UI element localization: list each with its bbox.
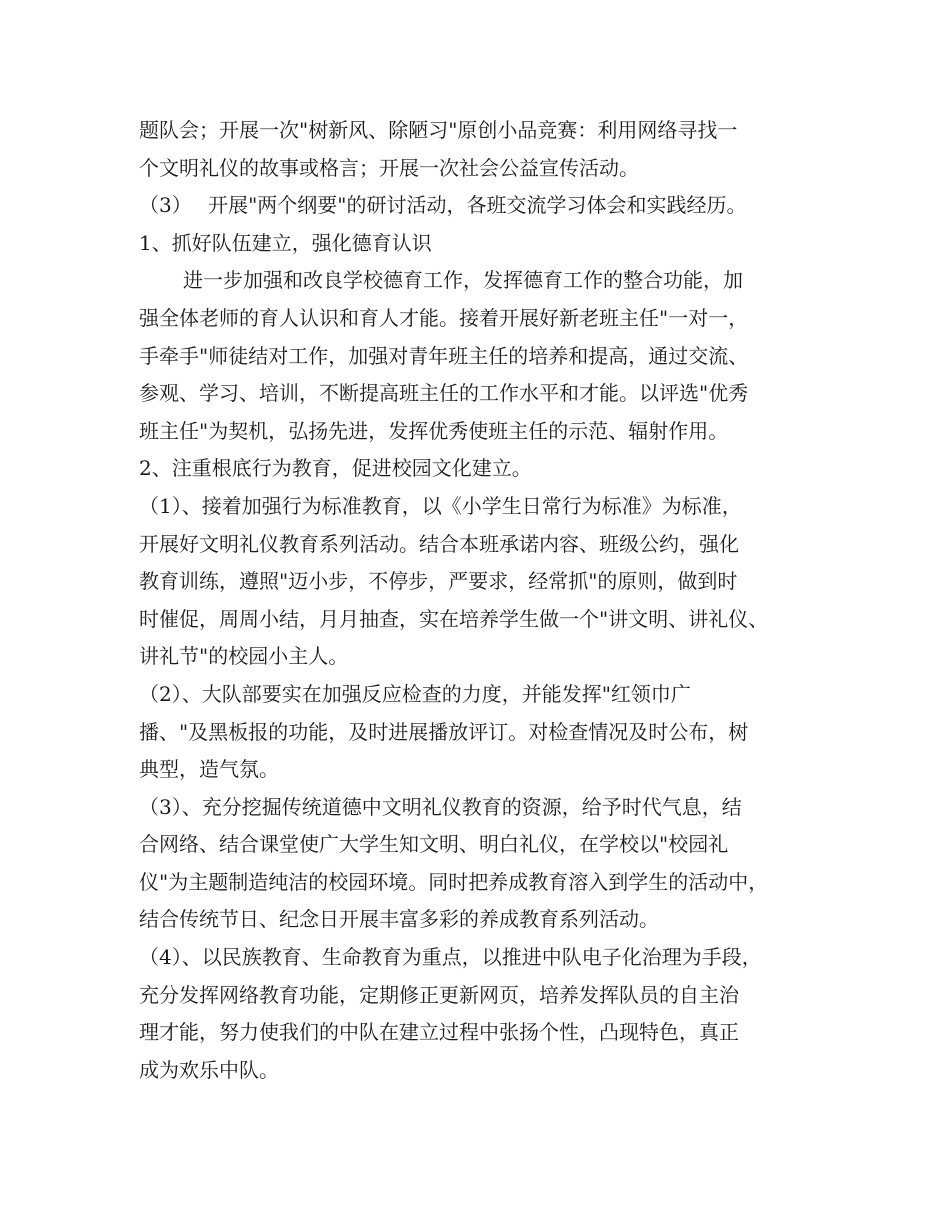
text-line: 理才能，努力使我们的中队在建立过程中张扬个性，凸现特色，真正 — [139, 1020, 739, 1045]
text-line: （2）、大队部要实在加强反应检查的力度，并能发挥"红领巾广 — [139, 681, 691, 706]
text-line: （3） 开展"两个纲要"的研讨活动，各班交流学习体会和实践经历。 — [139, 193, 747, 218]
section-heading: 1、抓好队伍建立，强化德育认识 — [139, 230, 432, 255]
text-line: 充分发挥网络教育功能，定期修正更新网页，培养发挥队员的自主治 — [139, 982, 739, 1007]
text-line: 手牵手"师徒结对工作，加强对青年班主任的培养和提高，通过交流、 — [139, 343, 749, 368]
text-line: 成为欢乐中队。 — [139, 1057, 279, 1082]
text-line: 时催促，周周小结，月月抽查，实在培养学生做一个"讲文明、讲礼仪、 — [139, 606, 769, 631]
text-line: （1）、接着加强行为标准教育，以《小学生日常行为标准》为标准， — [139, 493, 742, 518]
text-line: 强全体老师的育人认识和育人才能。接着开展好新老班主任"一对一， — [139, 305, 749, 330]
text-line: 仪"为主题制造纯洁的校园环境。同时把养成教育溶入到学生的活动中， — [139, 869, 769, 894]
text-line: 进一步加强和改良学校德育工作，发挥德育工作的整合功能，加 — [183, 268, 743, 293]
text-line: 个文明礼仪的故事或格言；开展一次社会公益宣传活动。 — [139, 155, 639, 180]
text-line: （4）、以民族教育、生命教育为重点，以推进中队电子化治理为手段， — [139, 945, 762, 970]
text-line: （3）、充分挖掘传统道德中文明礼仪教育的资源，给予时代气息，结 — [139, 794, 742, 819]
text-line: 典型，造气氛。 — [139, 757, 279, 782]
text-line: 班主任"为契机，弘扬先进，发挥优秀使班主任的示范、辐射作用。 — [139, 418, 729, 443]
text-line: 开展好文明礼仪教育系列活动。结合本班承诺内容、班级公约，强化 — [139, 531, 739, 556]
text-line: 教育训练，遵照"迈小步，不停步，严要求，经常抓"的原则，做到时 — [139, 569, 738, 594]
section-heading: 2、注重根底行为教育，促进校园文化建立。 — [139, 456, 532, 481]
text-line: 讲礼节"的校园小主人。 — [139, 644, 349, 669]
text-line: 结合传统节日、纪念日开展丰富多彩的养成教育系列活动。 — [139, 907, 659, 932]
text-line: 合网络、结合课堂使广大学生知文明、明白礼仪，在学校以"校园礼 — [139, 832, 729, 857]
text-line: 播、"及黑板报的功能，及时进展播放评订。对检查情况及时公布，树 — [139, 719, 749, 744]
text-line: 参观、学习、培训，不断提高班主任的工作水平和才能。以评选"优秀 — [139, 381, 749, 406]
text-line: 题队会；开展一次"树新风、除陋习"原创小品竞赛：利用网络寻找一 — [139, 118, 738, 142]
document-body — [139, 112, 829, 1089]
